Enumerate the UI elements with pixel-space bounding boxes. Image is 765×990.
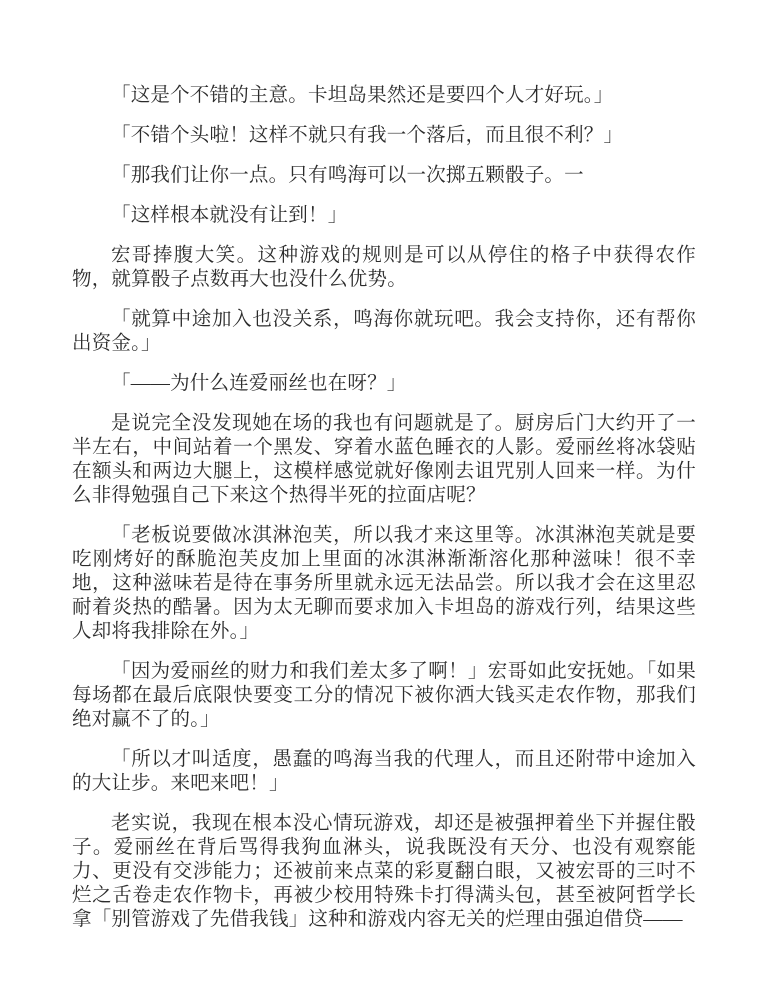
paragraph-dialogue-6: 「——为什么连爱丽丝也在呀？」 [111, 373, 407, 394]
paragraph-dialogue-7: 「老板说要做冰淇淋泡芙，所以我才来这里等。冰淇淋泡芙就是要吃刚烤好的酥脆泡芙皮加上里面的冰淇淋渐渐溶化那种滋味！很不幸地，这种滋味若是待在事务所里就永远无法品尝。所以我才会在这里忍耐着炎热的酷暑。因为太无聊而要求加入卡坦岛的游戏行列，结果这些人却将我排除在外。」 [72, 525, 696, 642]
paragraph-narration-3: 老实说，我现在根本没心情玩游戏，却还是被强押着坐下并握住骰子。爱丽丝在背后骂得我狗血淋头，说我既没有天分、也没有观察能力、更没有交涉能力；还被前来点菜的彩夏翻白眼，又被宏哥的三吋不烂之舌卷走农作物卡，再被少校用特殊卡打得满头包，甚至被阿哲学长拿「别管游戏了先借我钱」这种和游戏内容无关的烂理由强迫借贷—— [72, 813, 696, 930]
paragraph-dialogue-2: 「不错个头啦！这样不就只有我一个落后，而且很不利？」 [111, 125, 624, 146]
paragraph-dialogue-8: 「因为爱丽丝的财力和我们差太多了啊！」宏哥如此安抚她。「如果每场都在最后底限快要变工分的情况下被你洒大钱买走农作物，那我们绝对赢不了的。」 [72, 661, 696, 730]
paragraph-dialogue-3: 「那我们让你一点。只有鸣海可以一次掷五颗骰子。一 [111, 165, 584, 186]
paragraph-dialogue-4: 「这样根本就没有让到！」 [111, 205, 348, 226]
paragraph-dialogue-5: 「就算中途加入也没关系，鸣海你就玩吧。我会支持你，还有帮你出资金。」 [72, 309, 696, 354]
paragraph-dialogue-9: 「所以才叫适度，愚蠢的鸣海当我的代理人，而且还附带中途加入的大让步。来吧来吧！」 [72, 749, 696, 794]
paragraph-narration-1: 宏哥捧腹大笑。这种游戏的规则是可以从停住的格子中获得农作物，就算骰子点数再大也没什么优势。 [72, 245, 696, 290]
paragraph-dialogue-1: 「这是个不错的主意。卡坦岛果然还是要四个人才好玩。」 [111, 85, 614, 106]
paragraph-narration-2: 是说完全没发现她在场的我也有问题就是了。厨房后门大约开了一半左右，中间站着一个黑发、穿着水蓝色睡衣的人影。爱丽丝将冰袋贴在额头和两边大腿上，这模样感觉就好像刚去诅咒别人回来一样。为什么非得勉强自己下来这个热得半死的拉面店呢？ [72, 413, 696, 506]
